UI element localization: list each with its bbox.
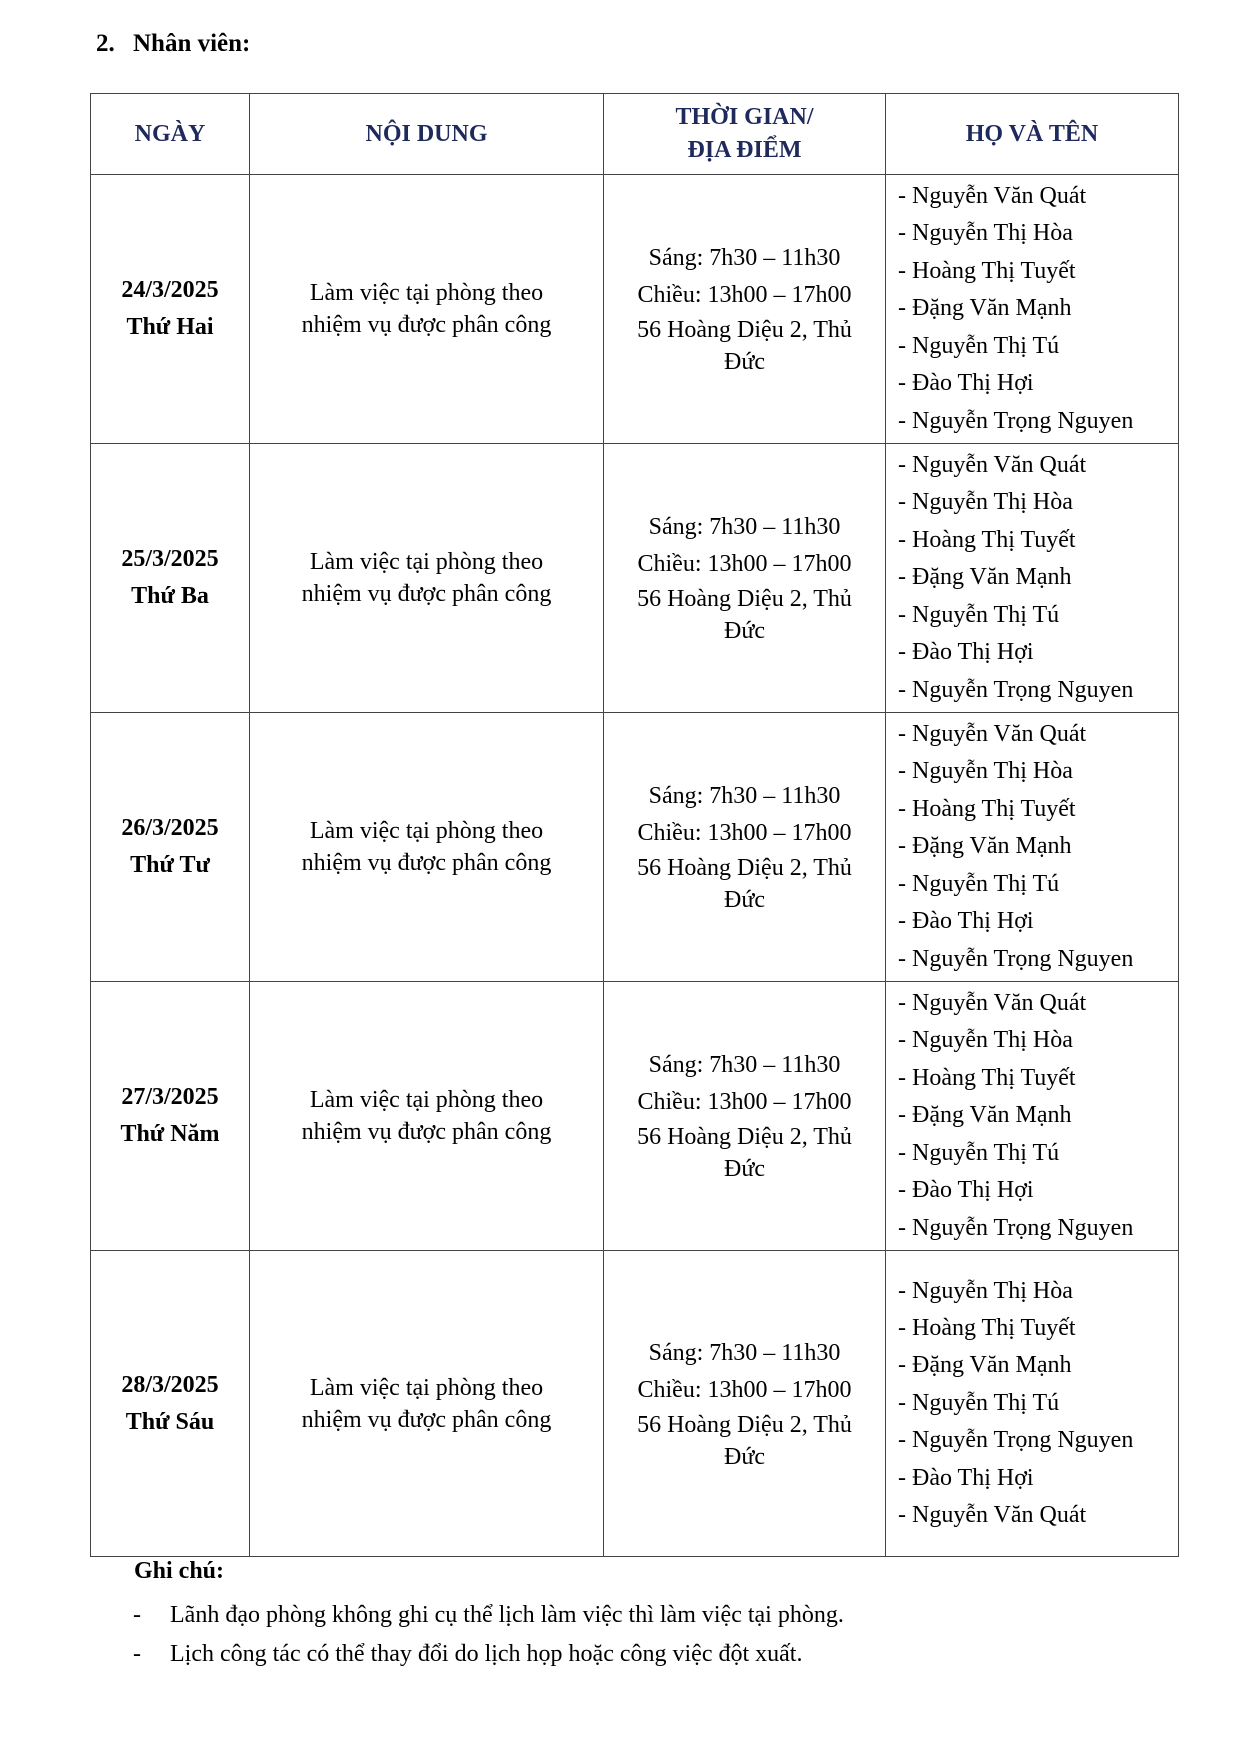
content-line: Làm việc tại phòng theo [309, 280, 544, 306]
address [604, 1121, 885, 1185]
names-cell [886, 175, 1179, 444]
address-line: 56 Hoàng Diệu 2, Thủ [637, 586, 852, 612]
date: 27/3/2025 [121, 1084, 219, 1110]
morning-hours: Sáng: 7h30 – 11h30 [648, 1052, 841, 1078]
note-text: Lịch công tác có thể thay đổi do lịch họp hoặc công việc đột xuất. [170, 1641, 803, 1667]
header-content: NỘI DUNG [250, 94, 604, 175]
note-text: Lãnh đạo phòng không ghi cụ thể lịch làm việc thì làm việc tại phòng. [170, 1602, 844, 1628]
notes-section [133, 1558, 844, 1667]
schedule-table [90, 93, 1179, 1557]
staff-name: - Nguyễn Thị Tú [898, 601, 1060, 628]
table-row [91, 175, 1179, 444]
staff-name: - Nguyễn Văn Quát [898, 990, 1087, 1017]
staff-name: - Nguyễn Trọng Nguyen [898, 676, 1134, 703]
address-line: 56 Hoàng Diệu 2, Thủ [637, 1411, 852, 1438]
date: 25/3/2025 [121, 546, 219, 572]
morning-hours: Sáng: 7h30 – 11h30 [648, 245, 841, 271]
address-line: Đức [724, 1443, 765, 1470]
header-date: NGÀY [91, 94, 250, 175]
time-location-cell [604, 175, 886, 444]
weekday: Thứ Ba [131, 583, 209, 609]
afternoon-hours: Chiều: 13h00 – 17h00 [637, 1376, 852, 1403]
staff-name: - Đặng Văn Mạnh [898, 1102, 1072, 1129]
content-cell [250, 444, 604, 713]
address [604, 1409, 885, 1473]
staff-name: - Đào Thị Hợi [898, 908, 1034, 935]
staff-name: - Nguyễn Văn Quát [898, 721, 1087, 748]
afternoon-hours: Chiều: 13h00 – 17h00 [637, 551, 852, 577]
staff-name: - Nguyễn Văn Quát [898, 452, 1087, 479]
header-location: ĐỊA ĐIỂM [687, 137, 802, 163]
staff-name: - Đào Thị Hợi [898, 370, 1034, 397]
note-item [133, 1641, 802, 1668]
staff-name: - Hoàng Thị Tuyết [898, 526, 1076, 553]
staff-name: - Nguyễn Thị Hòa [898, 758, 1073, 785]
date-cell [91, 713, 250, 982]
staff-name: - Hoàng Thị Tuyết [898, 1064, 1076, 1091]
address-line: 56 Hoàng Diệu 2, Thủ [637, 317, 852, 343]
staff-name: - Nguyễn Thị Tú [898, 870, 1060, 897]
staff-name: - Nguyễn Văn Quát [898, 183, 1087, 210]
content-line: nhiệm vụ được phân công [301, 581, 552, 607]
address [604, 314, 885, 378]
content-line: nhiệm vụ được phân công [301, 312, 552, 338]
address-line: Đức [724, 887, 765, 913]
time-location-cell [604, 444, 886, 713]
staff-name: - Đặng Văn Mạnh [898, 295, 1072, 322]
date: 26/3/2025 [121, 815, 219, 841]
section-number: 2. [96, 30, 115, 57]
names-cell [886, 982, 1179, 1251]
content-line: nhiệm vụ được phân công [301, 850, 552, 876]
staff-name: - Nguyễn Thị Tú [898, 1139, 1060, 1166]
time-location-cell [604, 1251, 886, 1557]
address-line: Đức [724, 349, 765, 375]
date-cell [91, 1251, 250, 1557]
staff-name: - Nguyễn Thị Hòa [898, 489, 1073, 516]
weekday: Thứ Sáu [125, 1408, 215, 1435]
content-cell [250, 175, 604, 444]
content-line: Làm việc tại phòng theo [309, 1087, 544, 1113]
morning-hours: Sáng: 7h30 – 11h30 [648, 783, 841, 809]
date-cell [91, 982, 250, 1251]
staff-name: - Nguyễn Thị Tú [898, 1389, 1060, 1416]
staff-name: - Đào Thị Hợi [898, 1177, 1034, 1204]
content-line: Làm việc tại phòng theo [309, 549, 544, 575]
names-cell [886, 713, 1179, 982]
staff-name: - Nguyễn Thị Tú [898, 332, 1060, 359]
time-location-cell [604, 982, 886, 1251]
notes-title: Ghi chú: [134, 1558, 225, 1584]
staff-name: - Đào Thị Hợi [898, 1464, 1034, 1491]
section-heading [96, 30, 250, 58]
section-title: Nhân viên: [133, 30, 251, 57]
names-cell [886, 1251, 1179, 1557]
morning-hours: Sáng: 7h30 – 11h30 [648, 514, 841, 540]
table-row [91, 713, 1179, 982]
staff-name: - Nguyễn Trọng Nguyen [898, 945, 1134, 972]
staff-name: - Hoàng Thị Tuyết [898, 795, 1076, 822]
date: 28/3/2025 [121, 1371, 219, 1398]
staff-name: - Nguyễn Trọng Nguyen [898, 407, 1134, 434]
content-cell [250, 982, 604, 1251]
address-line: Đức [724, 618, 765, 644]
note-dash: - [133, 1641, 141, 1667]
staff-name: - Nguyễn Văn Quát [898, 1502, 1087, 1529]
note-item [133, 1602, 844, 1629]
table-body [91, 175, 1179, 1557]
time-location-cell [604, 713, 886, 982]
content-line: nhiệm vụ được phân công [301, 1406, 552, 1433]
table-row [91, 1251, 1179, 1557]
weekday: Thứ Năm [120, 1121, 220, 1147]
content-cell [250, 713, 604, 982]
table-row [91, 444, 1179, 713]
staff-name: - Nguyễn Trọng Nguyen [898, 1427, 1134, 1454]
staff-name: - Hoàng Thị Tuyết [898, 1314, 1076, 1341]
morning-hours: Sáng: 7h30 – 11h30 [648, 1339, 841, 1366]
weekday: Thứ Hai [126, 314, 214, 340]
staff-name: - Nguyễn Thị Hòa [898, 1277, 1073, 1304]
weekday: Thứ Tư [130, 852, 210, 878]
staff-name: - Đặng Văn Mạnh [898, 564, 1072, 591]
afternoon-hours: Chiều: 13h00 – 17h00 [637, 820, 852, 846]
staff-name: - Đặng Văn Mạnh [898, 833, 1072, 860]
content-cell [250, 1251, 604, 1557]
afternoon-hours: Chiều: 13h00 – 17h00 [637, 1089, 852, 1115]
names-cell [886, 444, 1179, 713]
header-time-location [604, 94, 886, 175]
staff-name: - Nguyễn Thị Hòa [898, 1027, 1073, 1054]
staff-name: - Hoàng Thị Tuyết [898, 257, 1076, 284]
staff-name: - Nguyễn Trọng Nguyen [898, 1214, 1134, 1241]
content-line: Làm việc tại phòng theo [309, 1374, 544, 1401]
content-line: Làm việc tại phòng theo [309, 818, 544, 844]
table-header-row [91, 94, 1179, 175]
header-names: HỌ VÀ TÊN [886, 94, 1179, 175]
note-dash: - [133, 1602, 141, 1628]
content-line: nhiệm vụ được phân công [301, 1119, 552, 1145]
staff-name: - Đặng Văn Mạnh [898, 1352, 1072, 1379]
afternoon-hours: Chiều: 13h00 – 17h00 [637, 282, 852, 308]
date-cell [91, 175, 250, 444]
address [604, 583, 885, 647]
date-cell [91, 444, 250, 713]
address-line: Đức [724, 1156, 765, 1182]
table-row [91, 982, 1179, 1251]
staff-name: - Nguyễn Thị Hòa [898, 220, 1073, 247]
staff-name: - Đào Thị Hợi [898, 639, 1034, 666]
address-line: 56 Hoàng Diệu 2, Thủ [637, 855, 852, 881]
address-line: 56 Hoàng Diệu 2, Thủ [637, 1124, 852, 1150]
header-time: THỜI GIAN/ [675, 104, 814, 130]
address [604, 852, 885, 916]
date: 24/3/2025 [121, 277, 219, 303]
